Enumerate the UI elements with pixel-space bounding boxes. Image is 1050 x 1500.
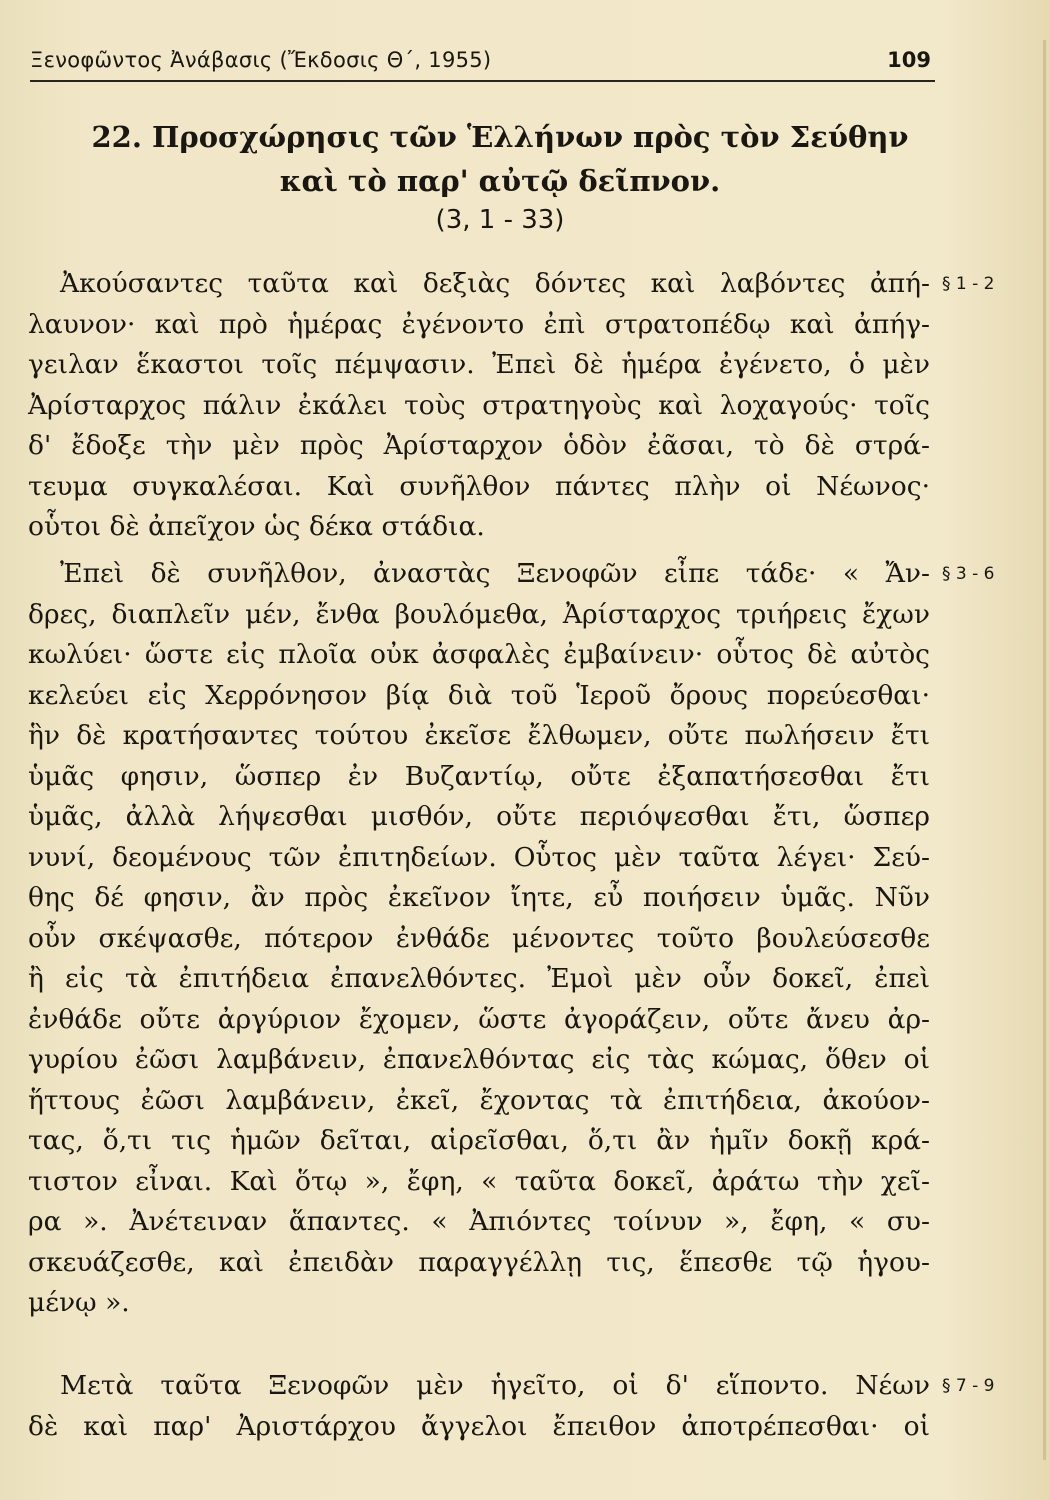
running-title: Ξενοφῶντος Ἀνάβασις (Ἔκδοσις Θ΄, 1955) bbox=[30, 48, 492, 72]
text-line: τευμα συγκαλέσαι. Καὶ συνῆλθον πάντες πλὴν οἱ Νέωνος· bbox=[28, 471, 930, 502]
text-line: ρα ». Ἀνέτειναν ἅπαντες. « Ἀπιόντες τοίνυν », ἔφη, « συ- bbox=[28, 1206, 930, 1237]
text-line: κωλύει· ὥστε εἰς πλοῖα οὐκ ἀσφαλὲς ἐμβαίνειν· οὗτος δὲ αὐτὸς bbox=[28, 639, 930, 670]
margin-reference: § 7 - 9 bbox=[942, 1376, 995, 1396]
text-line: ἐνθάδε οὔτε ἀργύριον ἔχομεν, ὥστε ἀγοράζειν, οὔτε ἄνευ ἀρ- bbox=[28, 1004, 930, 1035]
text-line: δ' ἔδοξε τὴν μὲν πρὸς Ἀρίσταρχον ὁδὸν ἐᾶσαι, τὸ δὲ στρά- bbox=[28, 430, 930, 461]
text-line: μένῳ ». bbox=[28, 1287, 130, 1318]
text-line: σκευάζεσθε, καὶ ἐπειδὰν παραγγέλλῃ τις, ἕπεσθε τῷ ἡγου- bbox=[28, 1247, 930, 1278]
text-line: ἢ εἰς τὰ ἐπιτήδεια ἐπανελθόντες. Ἐμοὶ μὲν οὖν δοκεῖ, ἐπεὶ bbox=[28, 963, 930, 994]
text-line: τιστον εἶναι. Καὶ ὅτῳ », ἔφη, « ταῦτα δοκεῖ, ἀράτω τὴν χεῖ- bbox=[28, 1166, 930, 1197]
running-header bbox=[30, 44, 935, 82]
text-line: Μετὰ ταῦτα Ξενοφῶν μὲν ἡγεῖτο, οἱ δ' εἵποντο. Νέων bbox=[60, 1370, 930, 1401]
text-line: θης δέ φησιν, ἂν πρὸς ἐκεῖνον ἴητε, εὖ ποιήσειν ὑμᾶς. Νῦν bbox=[28, 882, 930, 913]
text-line: οὗτοι δὲ ἀπεῖχον ὡς δέκα στάδια. bbox=[28, 511, 485, 542]
text-line: Ἀκούσαντες ταῦτα καὶ δεξιὰς δόντες καὶ λαβόντες ἀπή- bbox=[60, 268, 930, 299]
text-line: ἥττους ἐῶσι λαμβάνειν, ἐκεῖ, ἔχοντας τὰ ἐπιτήδεια, ἀκούον- bbox=[28, 1085, 930, 1116]
text-line: Ἐπεὶ δὲ συνῆλθον, ἀναστὰς Ξενοφῶν εἶπε τάδε· « Ἄν- bbox=[60, 558, 930, 589]
page-number: 109 bbox=[887, 48, 931, 72]
text-line: οὖν σκέψασθε, πότερον ἐνθάδε μένοντες τοῦτο βουλεύσεσθε bbox=[28, 923, 930, 954]
margin-reference: § 3 - 6 bbox=[942, 564, 995, 584]
text-line: ὑμᾶς, ἀλλὰ λήψεσθαι μισθόν, οὔτε περιόψεσθαι ἔτι, ὥσπερ bbox=[28, 801, 930, 832]
page-edge-shadow bbox=[1043, 40, 1046, 1460]
text-line: κελεύει εἰς Χερρόνησον βίᾳ διὰ τοῦ Ἱεροῦ ὄρους πορεύεσθαι· bbox=[28, 680, 930, 711]
text-line: δρες, διαπλεῖν μέν, ἔνθα βουλόμεθα, Ἀρίσταρχος τριήρεις ἔχων bbox=[28, 599, 930, 630]
section-title-line-1: 22. Προσχώρησις τῶν Ἑλλήνων πρὸς τὸν Σεύθην bbox=[91, 120, 909, 154]
text-line: λαυνον· καὶ πρὸ ἡμέρας ἐγένοντο ἐπὶ στρατοπέδῳ καὶ ἀπήγ- bbox=[28, 309, 930, 340]
text-line: γειλαν ἕκαστοι τοῖς πέμψασιν. Ἐπεὶ δὲ ἡμέρα ἐγένετο, ὁ μὲν bbox=[28, 349, 930, 380]
text-line: ὑμᾶς φησιν, ὥσπερ ἐν Βυζαντίῳ, οὔτε ἐξαπατήσεσθαι ἔτι bbox=[28, 761, 930, 792]
text-line: γυρίου ἐῶσι λαμβάνειν, ἐπανελθόντας εἰς τὰς κώμας, ὅθεν οἱ bbox=[28, 1044, 930, 1075]
section-title-line-2: καὶ τὸ παρ' αὐτῷ δεῖπνον. bbox=[279, 164, 721, 198]
text-line: νυνί, δεομένους τῶν ἐπιτηδείων. Οὗτος μὲν ταῦτα λέγει· Σεύ- bbox=[28, 842, 930, 873]
text-line: τας, ὅ,τι τις ἡμῶν δεῖται, αἱρεῖσθαι, ὅ,τι ἂν ἡμῖν δοκῇ κρά- bbox=[28, 1125, 930, 1156]
text-line: Ἀρίσταρχος πάλιν ἐκάλει τοὺς στρατηγοὺς καὶ λοχαγούς· τοῖς bbox=[28, 390, 930, 421]
margin-reference: § 1 - 2 bbox=[942, 274, 995, 294]
section-reference: (3, 1 - 33) bbox=[435, 205, 565, 235]
text-line: δὲ καὶ παρ' Ἀριστάρχου ἄγγελοι ἔπειθον ἀποτρέπεσθαι· οἱ bbox=[28, 1411, 930, 1442]
text-line: ἣν δὲ κρατήσαντες τούτου ἐκεῖσε ἔλθωμεν, οὔτε πωλήσειν ἔτι bbox=[28, 720, 930, 751]
